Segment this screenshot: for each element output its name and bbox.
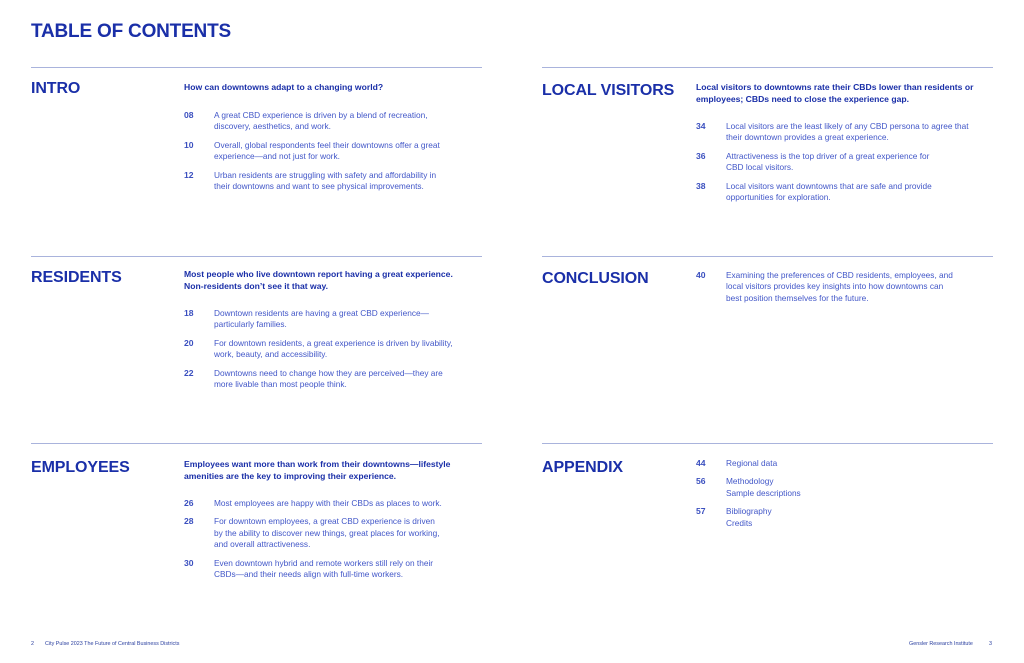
entry-text: Urban residents are struggling with safety and affordability in their downtowns and want to see physical improvements. <box>214 169 437 192</box>
page-number: 18 <box>184 308 194 318</box>
entry-text: Examining the preferences of CBD residents, employees, and local visitors provides key insights into how downtowns can best position themselves for the future. <box>726 270 953 303</box>
page-number: 57 <box>696 506 706 517</box>
toc-list <box>184 498 484 587</box>
page-number: 56 <box>696 476 706 487</box>
entry-text: Downtown residents are having a great CBD experience— particularly families. <box>214 308 429 330</box>
toc-entry[interactable] <box>696 121 993 144</box>
toc-entry[interactable] <box>184 498 484 509</box>
entry-text: Local visitors are the least likely of any CBD persona to agree that their downtown provides a great experience. <box>726 121 969 143</box>
page-number: 22 <box>184 367 194 378</box>
section-heading: Most people who live downtown report having a great experience. Non-residents don’t see it that way. <box>184 269 453 291</box>
section-heading: Employees want more than work from their downtowns—lifestyle amenities are the key to improving their experience. <box>184 459 451 481</box>
page-title: TABLE OF CONTENTS <box>31 21 231 42</box>
section-title: APPENDIX <box>542 459 623 476</box>
section-title: LOCAL VISITORS <box>542 82 675 99</box>
section-heading: Local visitors to downtowns rate their CBDs lower than residents or employees; CBDs need to close the experience gap. <box>696 82 974 104</box>
page-number: 30 <box>184 557 194 568</box>
toc-entry[interactable] <box>184 516 484 550</box>
page-number: 36 <box>696 150 706 161</box>
entry-text: Most employees are happy with their CBDs as places to work. <box>214 498 442 508</box>
entry-text: Regional data <box>726 458 778 468</box>
toc-entry[interactable] <box>696 181 993 204</box>
page-number: 26 <box>184 498 194 508</box>
entry-text: For downtown employees, a great CBD experience is driven by the ability to discover new things, great places for working, and overall attractiveness. <box>214 516 440 550</box>
entry-text: Downtowns need to change how they are perceived—they are more livable than most people think. <box>214 367 443 390</box>
footer-right-text: Gensler Research Institute <box>909 641 973 647</box>
footer-left-text: City Pulse 2023 The Future of Central Business Districts <box>45 641 180 647</box>
toc-entry[interactable] <box>184 308 484 331</box>
section-heading: How can downtowns adapt to a changing world? <box>184 82 384 92</box>
toc-entry[interactable] <box>696 151 993 174</box>
section-divider <box>31 67 482 68</box>
section-title: RESIDENTS <box>31 269 122 286</box>
toc-entry[interactable] <box>696 270 993 304</box>
toc-entry[interactable] <box>184 338 484 361</box>
entry-text: For downtown residents, a great experience is driven by livability, work, beauty, and accessibility. <box>214 337 453 360</box>
section-divider <box>542 443 993 444</box>
toc-list <box>184 110 484 199</box>
page-number: 34 <box>696 121 706 131</box>
toc-entry[interactable] <box>184 140 484 163</box>
toc-entry[interactable] <box>184 368 484 391</box>
page-number: 44 <box>696 458 706 468</box>
section-divider <box>31 256 482 257</box>
footer-left-page-number: 2 <box>31 641 34 647</box>
section-title: CONCLUSION <box>542 270 649 287</box>
entry-text: A great CBD experience is driven by a blend of recreation, discovery, aesthetics, and work. <box>214 110 428 132</box>
toc-entry[interactable] <box>696 476 993 499</box>
entry-text: Local visitors want downtowns that are safe and provide opportunities for exploration. <box>726 180 932 203</box>
entry-text: Even downtown hybrid and remote workers still rely on their CBDs—and their needs align with full-time workers. <box>214 557 434 580</box>
entry-text: Overall, global respondents feel their downtowns offer a great experience—and not just for work. <box>214 139 440 162</box>
entry-text: Methodology Sample descriptions <box>726 476 801 498</box>
toc-list <box>696 458 993 536</box>
toc-list <box>696 270 993 311</box>
page-number: 12 <box>184 169 194 180</box>
footer-right-page-number: 3 <box>989 641 992 647</box>
page-number: 28 <box>184 516 194 527</box>
toc-entry[interactable] <box>184 170 484 193</box>
toc-list <box>696 121 993 210</box>
section-title: INTRO <box>31 80 81 97</box>
section-divider <box>542 256 993 257</box>
toc-entry[interactable] <box>696 506 993 529</box>
toc-entry[interactable] <box>184 558 484 581</box>
toc-list <box>184 308 484 397</box>
page-number: 10 <box>184 139 194 150</box>
section-divider <box>31 443 482 444</box>
page-number: 08 <box>184 110 194 120</box>
section-divider <box>542 67 993 68</box>
entry-text: Bibliography Credits <box>726 506 772 528</box>
section-title: EMPLOYEES <box>31 459 130 476</box>
toc-entry[interactable] <box>696 458 993 469</box>
toc-entry[interactable] <box>184 110 484 133</box>
page-number: 20 <box>184 337 194 348</box>
page-number: 40 <box>696 270 706 280</box>
entry-text: Attractiveness is the top driver of a great experience for CBD local visitors. <box>726 150 930 173</box>
page-number: 38 <box>696 180 706 191</box>
